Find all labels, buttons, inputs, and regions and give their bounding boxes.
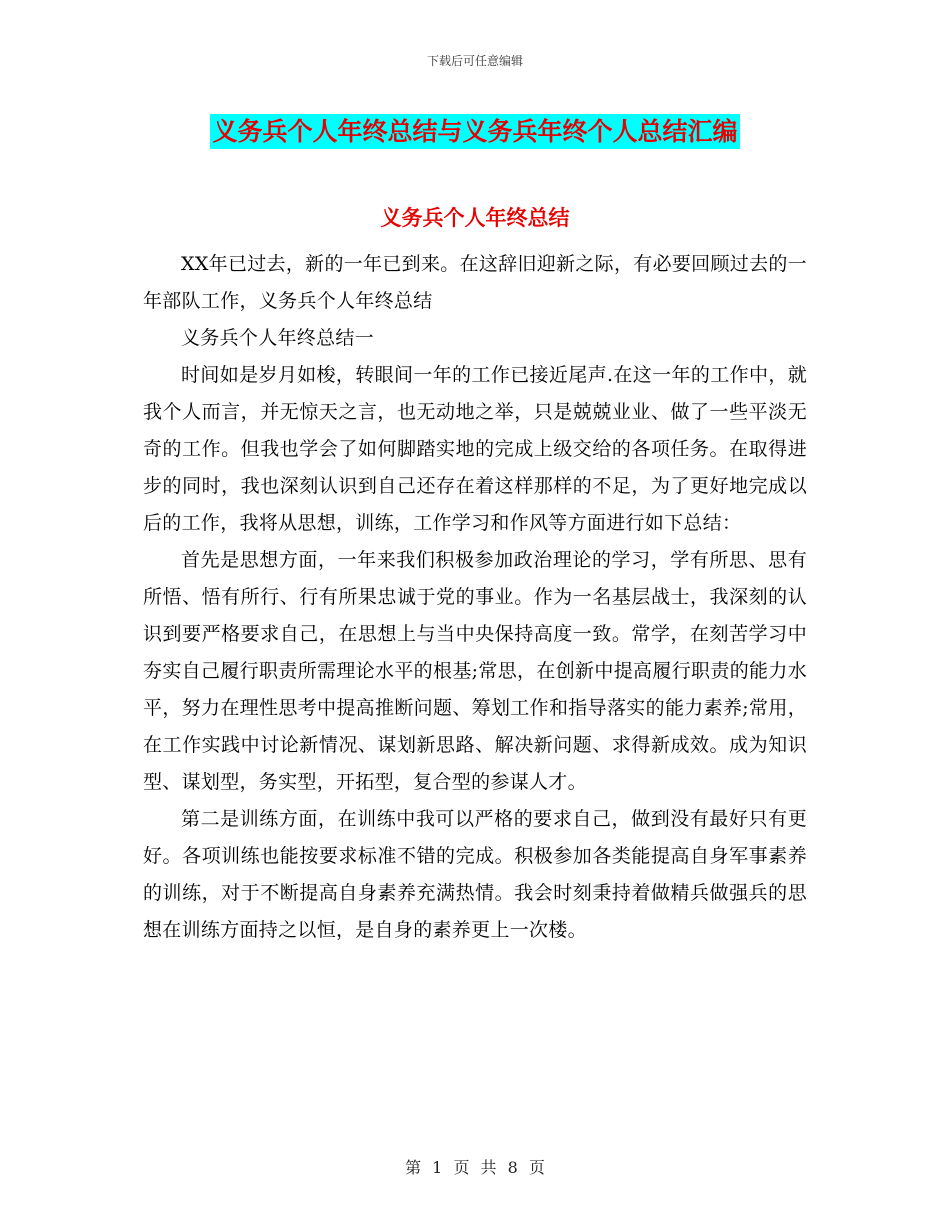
paragraph: 时间如是岁月如梭，转眼间一年的工作已接近尾声.在这一年的工作中，就我个人而言，并无惊天之言，也无动地之举，只是兢兢业业、做了一些平淡无奇的工作。但我也学会了如何脚踏实地的完成上级交给的各项任务。在取得进步的同时，我也深刻认识到自己还存在着这样那样的不足，为了更好地完成以后的工作，我将从思想，训练，工作学习和作风等方面进行如下总结： bbox=[143, 364, 807, 534]
paragraph: 义务兵个人年终总结一 bbox=[181, 327, 375, 349]
section-title: 义务兵个人年终总结 bbox=[380, 206, 570, 230]
paragraph: 第二是训练方面，在训练中我可以严格的要求自己，做到没有最好只有更好。各项训练也能按要求标准不错的完成。积极参加各类能提高自身军事素养的训练，对于不断提高自身素养充满热情。我会时刻秉持着做精兵做强兵的思想在训练方面持之以恒，是自身的素养更上一次楼。 bbox=[143, 808, 807, 941]
paragraph: 首先是思想方面，一年来我们积极参加政治理论的学习，学有所思、思有所悟、悟有所行、行有所果忠诚于党的事业。作为一名基层战士，我深刻的认识到要严格要求自己，在思想上与当中央保持高度一致。常学，在刻苦学习中夯实自己履行职责所需理论水平的根基;常思，在创新中提高履行职责的能力水平，努力在理性思考中提高推断问题、筹划工作和指导落实的能力素养;常用，在工作实践中讨论新情况、谋划新思路、解决新问题、求得新成效。成为知识型、谋划型，务实型，开拓型，复合型的参谋人才。 bbox=[143, 549, 807, 793]
document-body bbox=[143, 246, 807, 949]
paragraph: XX年已过去，新的一年已到来。在这辞旧迎新之际，有必要回顾过去的一年部队工作，义务兵个人年终总结 bbox=[143, 253, 807, 312]
document-title bbox=[0, 112, 950, 148]
document-title-text: 义务兵个人年终总结与义务兵年终个人总结汇编 bbox=[210, 114, 739, 149]
page-footer: 第 1 页 共 8 页 bbox=[405, 1158, 545, 1177]
header-note: 下载后可任意编辑 bbox=[426, 54, 523, 68]
